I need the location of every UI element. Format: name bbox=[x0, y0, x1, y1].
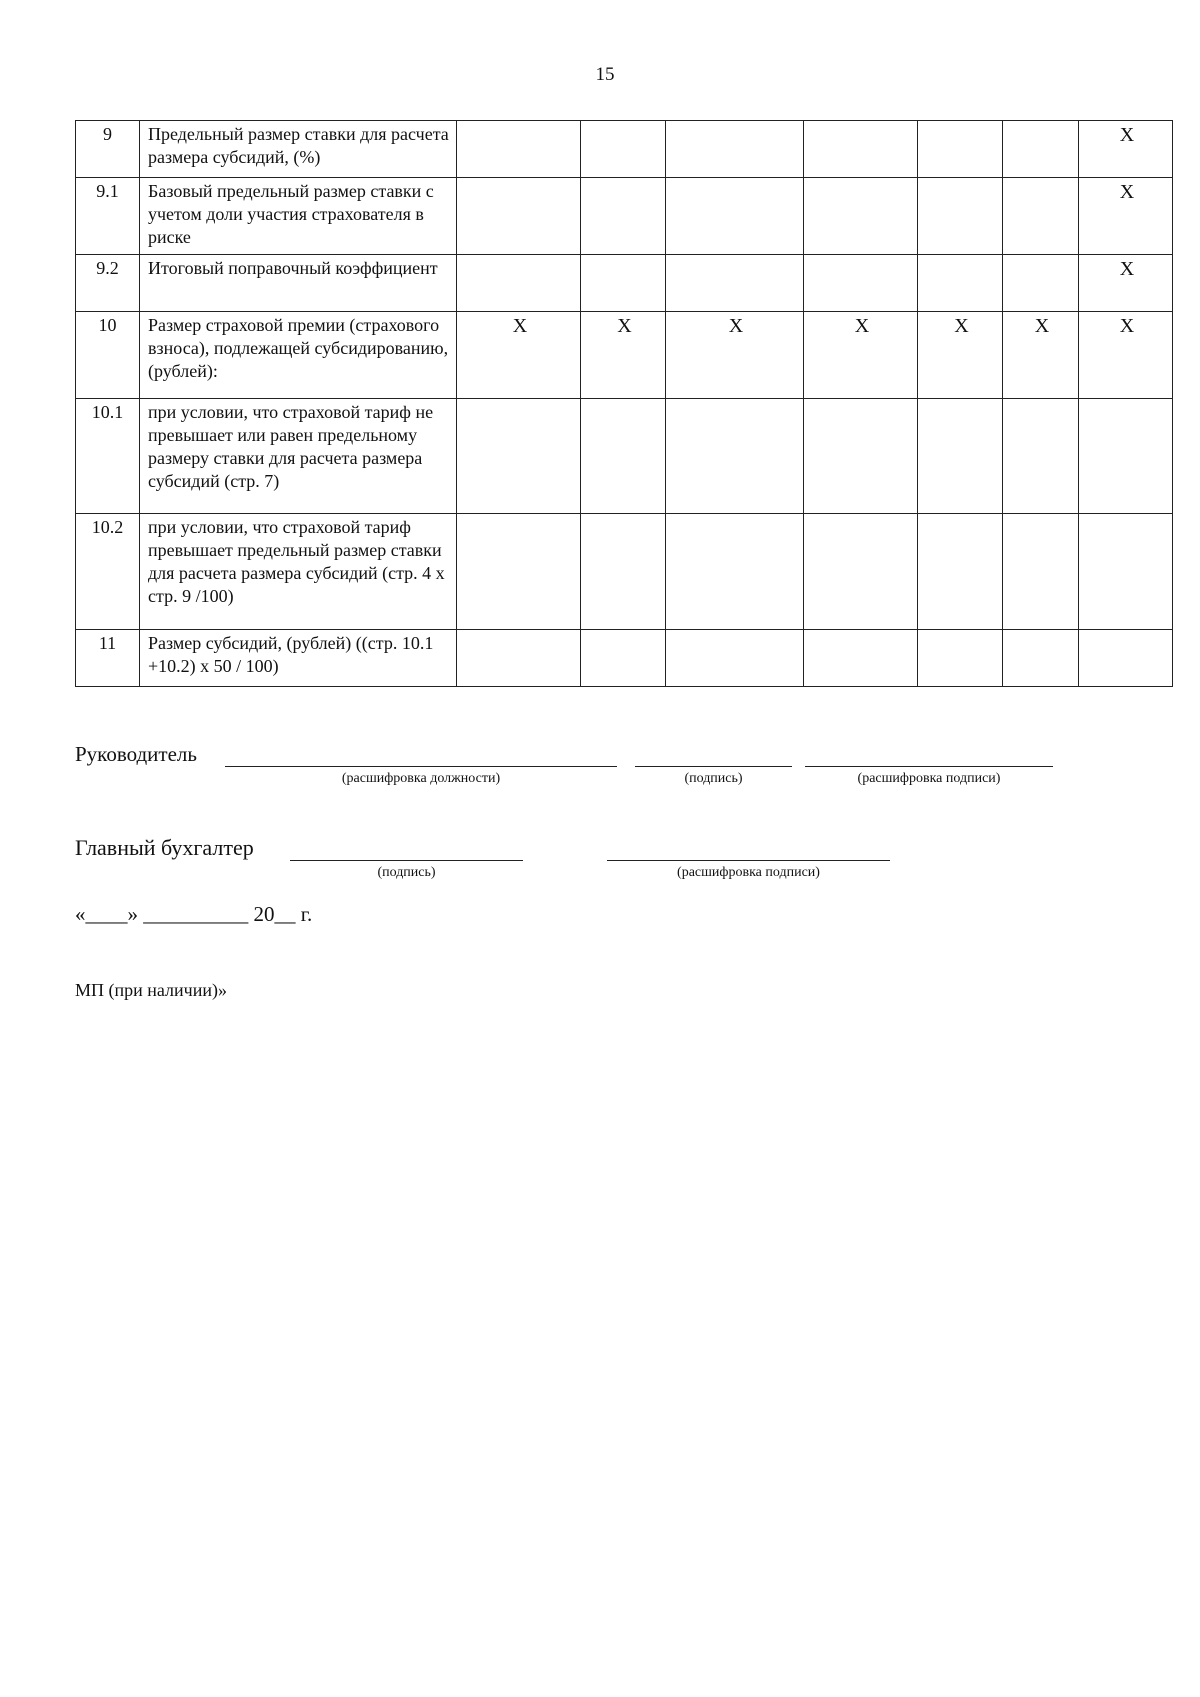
x-mark-cell: X bbox=[1079, 255, 1173, 312]
page-number: 15 bbox=[595, 64, 615, 85]
empty-cell bbox=[666, 630, 804, 687]
table-row bbox=[76, 178, 1173, 255]
row-number: 10.2 bbox=[76, 514, 140, 630]
stamp-note: МП (при наличии)» bbox=[75, 980, 227, 1000]
empty-cell bbox=[457, 399, 581, 514]
x-mark-cell: X bbox=[1003, 312, 1079, 399]
row-label: Базовый предельный размер ставки с учетом доли участия страхователя в риске bbox=[140, 178, 457, 255]
head-position-line bbox=[225, 766, 617, 767]
empty-cell bbox=[804, 121, 918, 178]
accountant-signature-hint: (подпись) bbox=[377, 865, 436, 880]
row-number: 9.2 bbox=[76, 255, 140, 312]
head-name-hint: (расшифровка подписи) bbox=[857, 771, 1001, 786]
x-mark-cell: X bbox=[666, 312, 804, 399]
empty-cell bbox=[1079, 514, 1173, 630]
accountant-name-line bbox=[607, 860, 890, 861]
row-number: 11 bbox=[76, 630, 140, 687]
empty-cell bbox=[918, 630, 1003, 687]
empty-cell bbox=[666, 255, 804, 312]
accountant-signature-line bbox=[290, 860, 523, 861]
row-label: Предельный размер ставки для расчета размера субсидий, (%) bbox=[140, 121, 457, 178]
table-row bbox=[76, 312, 1173, 399]
table-row bbox=[76, 630, 1173, 687]
empty-cell bbox=[804, 255, 918, 312]
table-row bbox=[76, 255, 1173, 312]
empty-cell bbox=[1079, 630, 1173, 687]
empty-cell bbox=[1003, 255, 1079, 312]
empty-cell bbox=[457, 514, 581, 630]
empty-cell bbox=[581, 630, 666, 687]
empty-cell bbox=[918, 178, 1003, 255]
empty-cell bbox=[918, 121, 1003, 178]
head-signature-line bbox=[635, 766, 792, 767]
x-mark-cell: X bbox=[1079, 178, 1173, 255]
table-row bbox=[76, 399, 1173, 514]
row-number: 10 bbox=[76, 312, 140, 399]
x-mark-cell: X bbox=[581, 312, 666, 399]
empty-cell bbox=[581, 121, 666, 178]
accountant-name-hint: (расшифровка подписи) bbox=[677, 865, 820, 880]
empty-cell bbox=[1003, 399, 1079, 514]
date-line: «____» __________ 20__ г. bbox=[75, 902, 313, 926]
table-row bbox=[76, 514, 1173, 630]
row-number: 10.1 bbox=[76, 399, 140, 514]
accountant-label: Главный бухгалтер bbox=[75, 835, 254, 860]
row-label: при условии, что страховой тариф не превышает или равен предельному размеру ставки для расчета размера субсидий (стр. 7) bbox=[140, 399, 457, 514]
empty-cell bbox=[1079, 399, 1173, 514]
empty-cell bbox=[804, 178, 918, 255]
empty-cell bbox=[666, 121, 804, 178]
row-number: 9.1 bbox=[76, 178, 140, 255]
empty-cell bbox=[666, 514, 804, 630]
row-label: Итоговый поправочный коэффициент bbox=[140, 255, 457, 312]
row-label: Размер субсидий, (рублей) ((стр. 10.1 +10.2) х 50 / 100) bbox=[140, 630, 457, 687]
table-row bbox=[76, 121, 1173, 178]
empty-cell bbox=[581, 399, 666, 514]
empty-cell bbox=[666, 178, 804, 255]
empty-cell bbox=[918, 399, 1003, 514]
row-label: при условии, что страховой тариф превышает предельный размер ставки для расчета размера субсидий (стр. 4 х стр. 9 /100) bbox=[140, 514, 457, 630]
empty-cell bbox=[804, 630, 918, 687]
empty-cell bbox=[581, 514, 666, 630]
empty-cell bbox=[918, 255, 1003, 312]
head-name-line bbox=[805, 766, 1053, 767]
empty-cell bbox=[1003, 514, 1079, 630]
empty-cell bbox=[581, 178, 666, 255]
x-mark-cell: X bbox=[457, 312, 581, 399]
empty-cell bbox=[1003, 178, 1079, 255]
x-mark-cell: X bbox=[804, 312, 918, 399]
head-signature-hint: (подпись) bbox=[684, 771, 743, 786]
empty-cell bbox=[804, 514, 918, 630]
empty-cell bbox=[1003, 630, 1079, 687]
empty-cell bbox=[581, 255, 666, 312]
empty-cell bbox=[804, 399, 918, 514]
table-body bbox=[76, 121, 1173, 687]
empty-cell bbox=[1003, 121, 1079, 178]
empty-cell bbox=[457, 121, 581, 178]
empty-cell bbox=[457, 255, 581, 312]
empty-cell bbox=[457, 630, 581, 687]
empty-cell bbox=[457, 178, 581, 255]
row-number: 9 bbox=[76, 121, 140, 178]
row-label: Размер страховой премии (страхового взноса), подлежащей субсидированию,(рублей): bbox=[140, 312, 457, 399]
subsidy-table bbox=[75, 120, 1173, 687]
x-mark-cell: X bbox=[1079, 121, 1173, 178]
x-mark-cell: X bbox=[918, 312, 1003, 399]
head-label: Руководитель bbox=[75, 742, 197, 766]
empty-cell bbox=[918, 514, 1003, 630]
empty-cell bbox=[666, 399, 804, 514]
head-position-hint: (расшифровка должности) bbox=[341, 771, 501, 786]
x-mark-cell: X bbox=[1079, 312, 1173, 399]
